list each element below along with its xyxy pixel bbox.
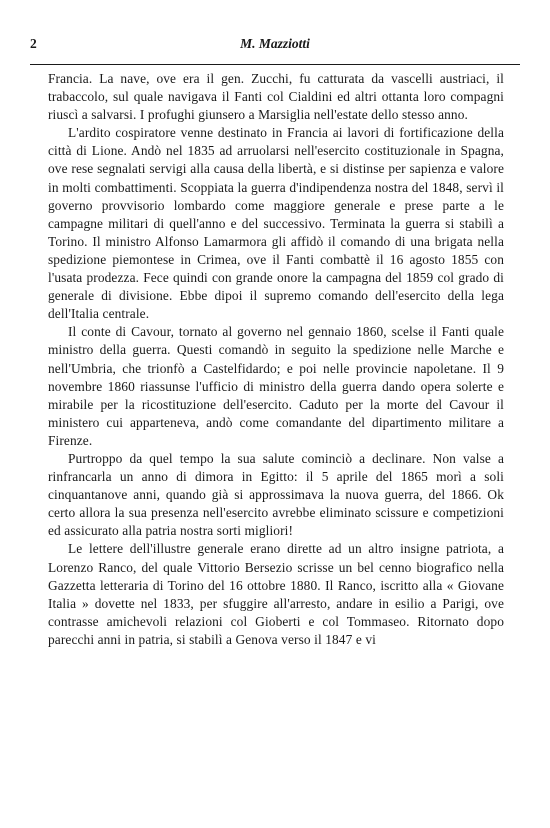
paragraph-2: L'ardito cospiratore venne destinato in Francia ai lavori di fortificazione della città di Lione. Andò nel 1835 ad arruolarsi nell'esercito costituzionale in Spagna, ove rese segnalati servigi alla causa della libertà, e si distinse per sapienza e valore in molti combattimenti. Scoppiata la guerra d'indipendenza nostra del 1848, servì il governo provvisorio lombardo come maggiore generale e prese parte a le campagne militari di quell'anno e del successivo. Terminata la guerra si stabilì a Torino. Il ministro Alfonso Lamarmora gli affidò il comando di una brigata nella spedizione piemontese in Crimea, ove il Fanti combattè il 16 agosto 1855 con l'usata prodezza. Fece quindi con grande onore la campagna del 1859 col grado di generale di divisione. Ebbe dipoi il supremo comando dell'esercito della lega dell'Italia centrale. xyxy=(48,125,504,322)
page-body xyxy=(48,70,504,649)
paragraph-3: Il conte di Cavour, tornato al governo nel gennaio 1860, scelse il Fanti quale ministro della guerra. Questi comandò in seguito la spedizione nelle Marche e nell'Umbria, che trionfò a Castelfidardo; e poi nelle provincie napoletane. Il 9 novembre 1860 riassunse l'ufficio di ministro della guerra dando opera solerte e mirabile per la ricostituzione dell'esercito. Caduto per la morte del Cavour il ministero cui apparteneva, andò come comandante del dipartimento militare a Firenze. xyxy=(48,324,504,448)
running-title: M. Mazziotti xyxy=(240,36,310,51)
paragraph-5: Le lettere dell'illustre generale erano dirette ad un altro insigne patriota, a Lorenzo Ranco, del quale Vittorio Bersezio scrisse un bel cenno biografico nella Gazzetta letteraria di Torino del 16 ottobre 1880. Il Ranco, iscritto alla « Giovane Italia » dovette nel 1833, per sfuggire all'arresto, andare in esilio a Parigi, ove contrasse amichevoli relazioni col Gioberti e col Tommaseo. Ritornato dopo parecchi anni in patria, si stabilì a Genova verso il 1847 e vi xyxy=(48,541,504,647)
page-number: 2 xyxy=(30,36,37,51)
paragraph-1: Francia. La nave, ove era il gen. Zucchi, fu catturata da vascelli austriaci, il trabaccolo, sul quale navigava il Fanti col Cialdini ed altri ottanta loro compagni riuscì a salvarsi. I profughi giunsero a Marsiglia nell'estate dello stesso anno. xyxy=(48,71,504,123)
header-rule xyxy=(30,64,520,65)
paragraph-4: Purtroppo da quel tempo la sua salute cominciò a declinare. Non valse a rinfrancarla un anno di dimora in Egitto: il 5 aprile del 1865 morì a soli cinquantanove anni, quando già si approssimava la nuova guerra, del 1866. Ok certo allora la sua presenza nell'esercito avrebbe eliminato scissure e competizioni ed assicurato alla patria nostra sorti migliori! xyxy=(48,450,504,539)
page-header xyxy=(30,36,520,56)
